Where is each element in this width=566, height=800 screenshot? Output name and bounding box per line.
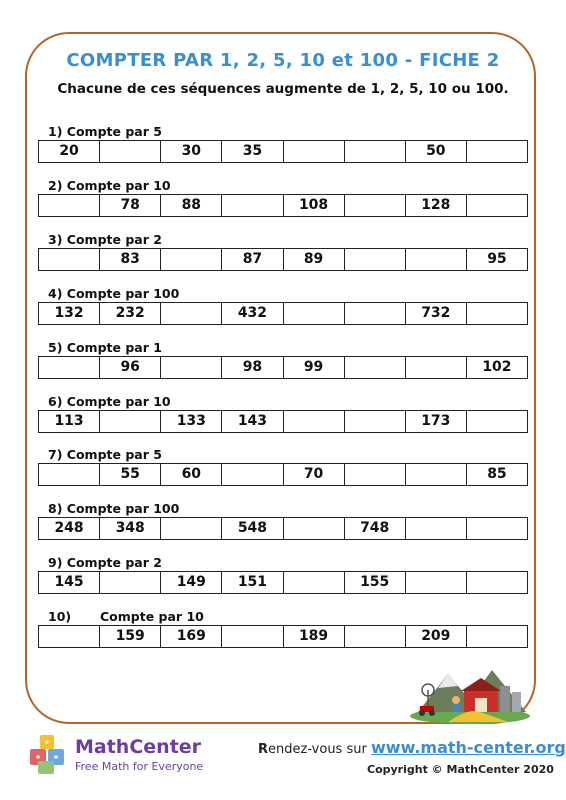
- exercise-instruction: Compte par 10: [100, 609, 204, 625]
- sequence-cell: 88: [160, 195, 221, 216]
- answer-cell[interactable]: [221, 626, 282, 647]
- sequence-cell: 30: [160, 141, 221, 162]
- worksheet-title: COMPTER PAR 1, 2, 5, 10 et 100 - FICHE 2: [66, 50, 500, 71]
- answer-cell[interactable]: [39, 626, 99, 647]
- answer-cell[interactable]: [99, 141, 160, 162]
- exercise-7: [38, 447, 528, 486]
- sequence-row: [38, 410, 528, 433]
- exercise-instruction: Compte par 10: [66, 177, 171, 193]
- exercise-9: [38, 555, 528, 594]
- exercise-number: 2): [48, 177, 63, 193]
- sequence-cell: 173: [405, 411, 466, 432]
- sequence-cell: 155: [344, 572, 405, 593]
- answer-cell[interactable]: [160, 303, 221, 324]
- sequence-cell: 143: [221, 411, 282, 432]
- answer-cell[interactable]: [344, 464, 405, 485]
- brand-name: MathCenter: [75, 736, 202, 758]
- sequence-cell: 748: [344, 518, 405, 539]
- sequence-cell: 169: [160, 626, 221, 647]
- answer-cell[interactable]: [466, 518, 527, 539]
- sequence-cell: 87: [221, 249, 282, 270]
- worksheet-instructions: Chacune de ces séquences augmente de 1, 2, 5, 10 ou 100.: [57, 81, 509, 97]
- sequence-cell: 149: [160, 572, 221, 593]
- exercise-10: [38, 609, 528, 648]
- exercise-instruction: Compte par 100: [66, 285, 180, 301]
- sequence-row: [38, 571, 528, 594]
- sequence-row: [38, 517, 528, 540]
- answer-cell[interactable]: [466, 411, 527, 432]
- sequence-cell: 348: [99, 518, 160, 539]
- sequence-cell: 732: [405, 303, 466, 324]
- answer-cell[interactable]: [344, 357, 405, 378]
- sequence-row: [38, 463, 528, 486]
- answer-cell[interactable]: [99, 572, 160, 593]
- answer-cell[interactable]: [466, 303, 527, 324]
- exercise-label: [38, 609, 528, 625]
- answer-cell[interactable]: [344, 626, 405, 647]
- exercise-5: [38, 340, 528, 379]
- exercise-2: [38, 178, 528, 217]
- exercise-instruction: Compte par 1: [66, 339, 162, 355]
- sequence-cell: 55: [99, 464, 160, 485]
- sequence-cell: 78: [99, 195, 160, 216]
- answer-cell[interactable]: [221, 464, 282, 485]
- exercise-number: 5): [48, 339, 63, 355]
- sequence-row: [38, 140, 528, 163]
- answer-cell[interactable]: [39, 464, 99, 485]
- sequence-row: [38, 248, 528, 271]
- sequence-cell: 132: [54, 304, 84, 321]
- exercise-label: [38, 394, 528, 410]
- sequence-cell: 50: [405, 141, 466, 162]
- answer-cell[interactable]: [39, 357, 99, 378]
- answer-cell[interactable]: [344, 195, 405, 216]
- sequence-cell: 232: [99, 303, 160, 324]
- exercise-number: 6): [48, 393, 63, 409]
- exercise-number: 9): [48, 555, 63, 571]
- sequence-cell: 108: [283, 195, 344, 216]
- exercise-4: [38, 286, 528, 325]
- exercise-instruction: Compte par 5: [66, 447, 162, 463]
- sequence-cell: 102: [466, 357, 527, 378]
- visit-text: Rendez-vous sur: [258, 742, 367, 757]
- exercise-number: 10): [48, 609, 72, 625]
- website-link[interactable]: www.math-center.org: [371, 738, 566, 757]
- sequence-cell: 35: [221, 141, 282, 162]
- answer-cell[interactable]: [160, 357, 221, 378]
- sequence-row: [38, 625, 528, 648]
- answer-cell[interactable]: [344, 411, 405, 432]
- sequence-cell: 548: [221, 518, 282, 539]
- answer-cell[interactable]: [221, 195, 282, 216]
- answer-cell[interactable]: [99, 411, 160, 432]
- answer-cell[interactable]: [466, 626, 527, 647]
- sequence-cell: 248: [54, 520, 84, 537]
- sequence-row: [38, 302, 528, 325]
- exercise-label: [38, 340, 528, 356]
- exercise-label: [38, 232, 528, 248]
- exercise-label: [38, 447, 528, 463]
- exercise-3: [38, 232, 528, 271]
- answer-cell[interactable]: [405, 249, 466, 270]
- answer-cell[interactable]: [466, 141, 527, 162]
- sequence-cell: 83: [99, 249, 160, 270]
- exercise-label: [38, 178, 528, 194]
- answer-cell[interactable]: [39, 195, 99, 216]
- sequence-cell: 89: [283, 249, 344, 270]
- sequence-cell: 432: [221, 303, 282, 324]
- answer-cell[interactable]: [283, 572, 344, 593]
- exercise-6: [38, 394, 528, 433]
- exercise-instruction: Compte par 2: [66, 555, 162, 571]
- exercise-number: 1): [48, 124, 63, 139]
- sequence-cell: 70: [283, 464, 344, 485]
- sequence-cell: 85: [466, 464, 527, 485]
- exercise-label: [38, 124, 528, 140]
- exercise-number: 4): [48, 285, 63, 301]
- exercise-instruction: Compte par 2: [66, 231, 162, 247]
- answer-cell[interactable]: [466, 572, 527, 593]
- exercise-number: 8): [48, 501, 63, 517]
- answer-cell[interactable]: [160, 249, 221, 270]
- farm-illustration-icon: [408, 660, 532, 724]
- sequence-cell: 99: [283, 357, 344, 378]
- answer-cell[interactable]: [283, 141, 344, 162]
- sequence-cell: 133: [160, 411, 221, 432]
- answer-cell[interactable]: [160, 518, 221, 539]
- answer-cell[interactable]: [39, 249, 99, 270]
- answer-cell[interactable]: [283, 303, 344, 324]
- sequence-cell: 98: [221, 357, 282, 378]
- sequence-cell: 113: [54, 412, 84, 429]
- exercise-1: [38, 124, 528, 163]
- sequence-cell: 60: [160, 464, 221, 485]
- copyright-text: Copyright © MathCenter 2020: [367, 763, 554, 776]
- exercise-number: 7): [48, 447, 63, 463]
- answer-cell[interactable]: [344, 303, 405, 324]
- answer-cell[interactable]: [344, 249, 405, 270]
- sequence-cell: 151: [221, 572, 282, 593]
- answer-cell[interactable]: [405, 518, 466, 539]
- exercise-number: 3): [48, 231, 63, 247]
- sequence-cell: 145: [54, 574, 84, 591]
- exercise-label: [38, 286, 528, 302]
- sequence-cell: 128: [405, 195, 466, 216]
- exercise-instruction: Compte par 5: [66, 124, 162, 139]
- exercise-instruction: Compte par 100: [66, 501, 180, 517]
- answer-cell[interactable]: [466, 195, 527, 216]
- sequence-cell: 96: [99, 357, 160, 378]
- exercise-label: [38, 501, 528, 517]
- answer-cell[interactable]: [344, 141, 405, 162]
- exercise-8: [38, 501, 528, 540]
- sequence-cell: 159: [99, 626, 160, 647]
- sequence-row: [38, 194, 528, 217]
- answer-cell[interactable]: [283, 411, 344, 432]
- answer-cell[interactable]: [283, 518, 344, 539]
- answer-cell[interactable]: [405, 357, 466, 378]
- exercise-label: [38, 555, 528, 571]
- sequence-cell: 95: [466, 249, 527, 270]
- answer-cell[interactable]: [405, 572, 466, 593]
- exercise-instruction: Compte par 10: [66, 393, 171, 409]
- brand-tagline: Free Math for Everyone: [75, 760, 204, 773]
- mathcenter-cubes-logo-icon: [28, 733, 68, 775]
- answer-cell[interactable]: [405, 464, 466, 485]
- sequence-row: [38, 356, 528, 379]
- sequence-cell: 209: [405, 626, 466, 647]
- sequence-cell: 189: [283, 626, 344, 647]
- sequence-cell: 20: [59, 143, 79, 159]
